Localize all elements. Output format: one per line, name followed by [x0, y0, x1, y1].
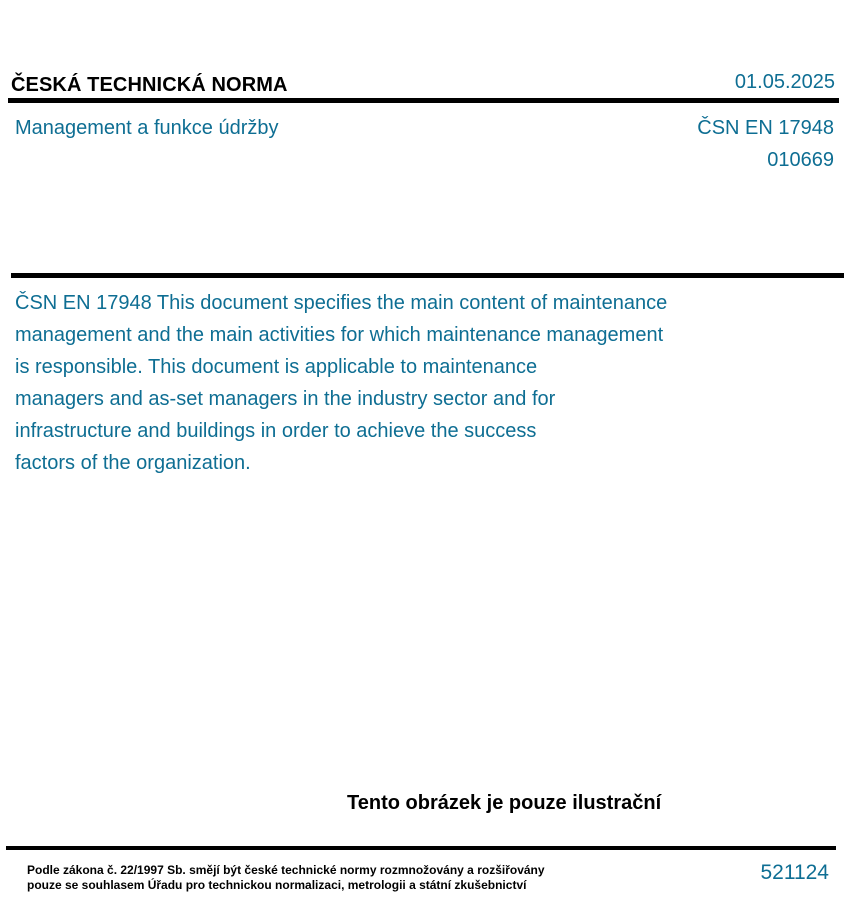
legal-notice [27, 863, 545, 893]
price-code: 521124 [760, 861, 829, 884]
legal-line: Podle zákona č. 22/1997 Sb. smějí být české technické normy rozmnožovány a rozšiřovány [27, 863, 545, 877]
abstract-text [15, 287, 735, 479]
abstract-line: factors of the organization. [15, 452, 251, 474]
standard-title: Management a funkce údržby [15, 117, 279, 139]
abstract-line: is responsible. This document is applicable to maintenance [15, 356, 538, 378]
publication-date: 01.05.2025 [734, 71, 835, 93]
legal-line: pouze se souhlasem Úřadu pro technickou normalizaci, metrologii a státní zkušebnictví [27, 878, 527, 892]
abstract-line: managers and as-set managers in the industry sector and for [15, 388, 556, 410]
abstract-line: infrastructure and buildings in order to achieve the success [15, 420, 537, 442]
top-divider [8, 98, 839, 103]
abstract-line: management and the main activities for which maintenance management [15, 324, 664, 346]
standard-code: ČSN EN 17948 [697, 117, 834, 139]
catalog-number: 010669 [767, 149, 834, 171]
middle-divider [11, 273, 844, 278]
abstract-line: ČSN EN 17948 This document specifies the main content of maintenance [15, 292, 668, 314]
bottom-divider [6, 846, 836, 850]
illustration-note: Tento obrázek je pouze ilustrační [347, 792, 662, 814]
norm-label: ČESKÁ TECHNICKÁ NORMA [11, 74, 288, 96]
